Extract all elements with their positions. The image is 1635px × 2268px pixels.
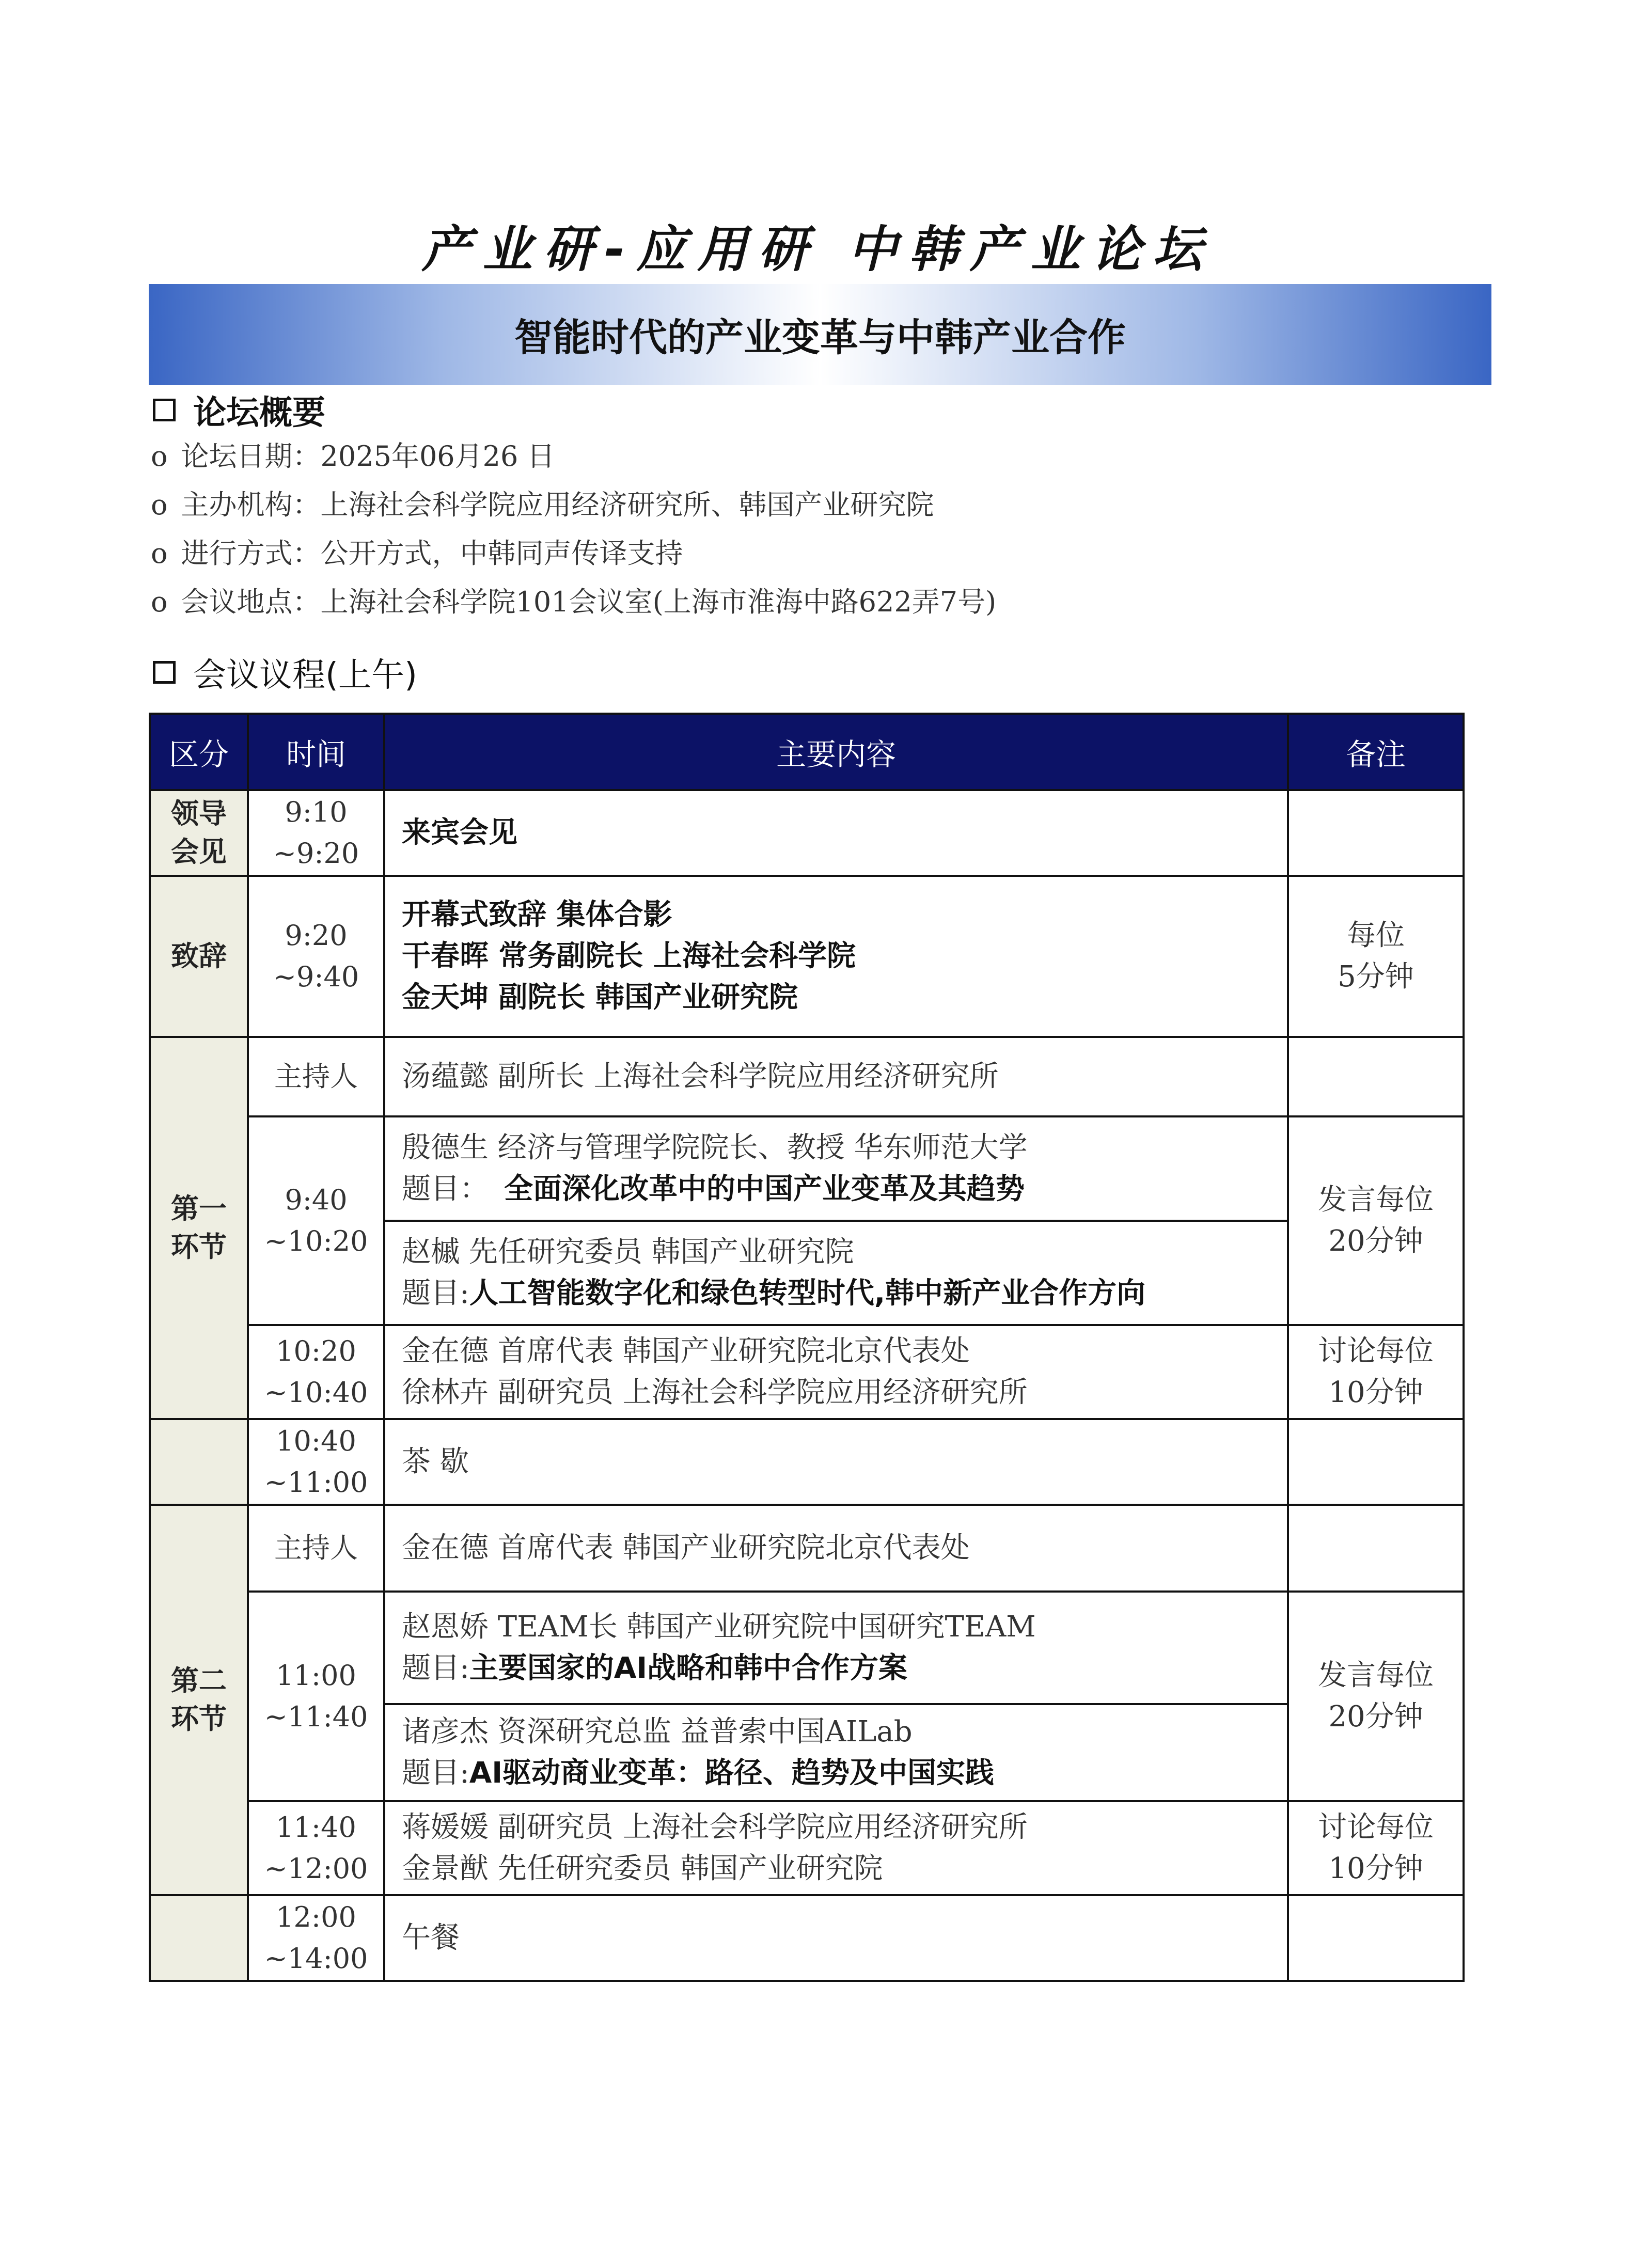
overview-heading: [153, 386, 325, 434]
table-row: [150, 1325, 1464, 1419]
category-cell: [150, 1037, 248, 1419]
content-cell: [384, 1801, 1288, 1895]
note-text: 讨论每位: [1318, 1810, 1434, 1844]
table-row: [150, 790, 1464, 876]
time-text: ~11:40: [264, 1700, 368, 1733]
checkbox-icon: [153, 661, 176, 684]
table-row: [150, 1801, 1464, 1895]
column-header: 主要内容: [384, 714, 1288, 790]
time-text: 10:40: [276, 1425, 356, 1457]
overview-item-text: 会议地点：上海社会科学院101会议室(上海市淮海中路622弄7号): [181, 586, 997, 618]
note-cell: [1288, 790, 1464, 876]
content-cell: [384, 790, 1288, 876]
overview-item-text: 论坛日期：2025年06月26 日: [181, 440, 555, 472]
note-cell: [1288, 1505, 1464, 1592]
subtitle: 智能时代的产业变革与中韩产业合作: [514, 316, 1126, 360]
content-text: 茶 歇: [402, 1445, 469, 1478]
time-text: 11:00: [276, 1659, 356, 1692]
agenda-heading: [153, 649, 417, 696]
category-cell: [150, 1505, 248, 1895]
agenda-heading-text: 会议议程(上午): [193, 656, 417, 695]
category-text: 第一: [171, 1192, 227, 1225]
overview-heading-text: 论坛概要: [193, 394, 325, 432]
category-text: 环节: [171, 1703, 227, 1735]
note-cell: [1288, 1325, 1464, 1419]
table-row: [150, 1592, 1464, 1704]
table-row: [150, 1116, 1464, 1221]
content-text: 开幕式致辞 集体合影: [402, 898, 672, 932]
time-text: ~9:20: [273, 837, 359, 870]
time-cell: [248, 1325, 384, 1419]
note-cell: [1288, 1037, 1464, 1116]
time-text: 9:20: [285, 919, 348, 952]
category-cell: [150, 1895, 248, 1981]
table-row: [150, 1419, 1464, 1505]
time-cell: [248, 1116, 384, 1325]
time-cell: [248, 790, 384, 876]
note-text: 每位: [1347, 919, 1405, 952]
topic-label: 题目:: [402, 1651, 469, 1685]
time-text: ~12:00: [264, 1852, 368, 1885]
time-cell: [248, 1419, 384, 1505]
overview-item-text: 主办机构：上海社会科学院应用经济研究所、韩国产业研究院: [181, 489, 934, 521]
time-cell: [248, 1895, 384, 1981]
time-text: ~11:00: [264, 1466, 368, 1499]
time-text: 9:10: [285, 796, 348, 828]
note-text: 10分钟: [1328, 1376, 1423, 1409]
time-text: 12:00: [276, 1901, 356, 1933]
category-text: 环节: [171, 1231, 227, 1263]
content-cell: [384, 1505, 1288, 1592]
discussant-text: 徐林卉 副研究员 上海社会科学院应用经济研究所: [402, 1376, 1028, 1409]
subtitle-banner: [149, 284, 1491, 385]
host-label-cell: [248, 1505, 384, 1592]
topic-label: 题目:: [402, 1756, 469, 1790]
overview-item: o 主办机构：上海社会科学院应用经济研究所、韩国产业研究院: [151, 489, 934, 521]
time-text: ~10:40: [264, 1376, 368, 1409]
time-cell: [248, 1592, 384, 1801]
column-header: 时间: [248, 714, 384, 790]
host-label: 主持人: [274, 1060, 358, 1093]
category-cell: [150, 790, 248, 876]
content-text: 午餐: [402, 1921, 460, 1955]
topic-text: 人工智能数字化和绿色转型时代,韩中新产业合作方向: [469, 1277, 1146, 1310]
category-text: 会见: [171, 836, 227, 868]
note-cell: [1288, 1419, 1464, 1505]
table-row: [150, 1895, 1464, 1981]
category-cell: [150, 1419, 248, 1505]
topic-label: 题目：: [402, 1172, 489, 1206]
note-cell: [1288, 1801, 1464, 1895]
checkbox-icon: [153, 399, 176, 421]
category-cell: [150, 876, 248, 1037]
content-cell: [384, 1325, 1288, 1419]
overview-item: o 会议地点：上海社会科学院101会议室(上海市淮海中路622弄7号): [151, 586, 997, 618]
note-cell: [1288, 1116, 1464, 1325]
content-cell: [384, 1592, 1288, 1704]
discussant-text: 金在德 首席代表 韩国产业研究院北京代表处: [402, 1334, 970, 1368]
time-text: ~14:00: [264, 1942, 368, 1975]
category-text: 领导: [171, 797, 227, 830]
time-cell: [248, 876, 384, 1037]
content-cell: [384, 1116, 1288, 1221]
time-text: ~9:40: [273, 960, 359, 993]
overview-item: o 论坛日期：2025年06月26 日: [151, 440, 555, 472]
note-text: 5分钟: [1338, 960, 1414, 994]
category-text: 致辞: [171, 940, 227, 972]
column-header: 区分: [150, 714, 248, 790]
topic-label: 题目:: [402, 1277, 469, 1310]
content-cell: [384, 1895, 1288, 1981]
content-text: 来宾会见: [402, 816, 517, 849]
category-text: 第二: [171, 1664, 227, 1697]
host-label: 主持人: [274, 1532, 358, 1564]
time-text: 9:40: [285, 1184, 348, 1216]
note-text: 10分钟: [1328, 1852, 1423, 1885]
content-cell: [384, 1037, 1288, 1116]
time-cell: [248, 1801, 384, 1895]
note-text: 20分钟: [1328, 1700, 1423, 1734]
host-label-cell: [248, 1037, 384, 1116]
content-cell: [384, 876, 1288, 1037]
topic-text: 全面深化改革中的中国产业变革及其趋势: [504, 1172, 1025, 1206]
time-text: ~10:20: [264, 1225, 368, 1257]
column-header: 备注: [1288, 714, 1464, 790]
table-row: [150, 1037, 1464, 1116]
time-text: 10:20: [276, 1335, 356, 1367]
host-text: 汤蕴懿 副所长 上海社会科学院应用经济研究所: [402, 1060, 999, 1093]
content-text: 金天坤 副院长 韩国产业研究院: [402, 981, 798, 1014]
content-text: 干春晖 常务副院长 上海社会科学院: [402, 939, 856, 973]
note-text: 发言每位: [1318, 1659, 1434, 1692]
note-cell: [1288, 876, 1464, 1037]
speaker-text: 赵恩娇 TEAM长 韩国产业研究院中国研究TEAM: [402, 1610, 1036, 1644]
speaker-text: 诸彦杰 资深研究总监 益普索中国AILab: [402, 1715, 913, 1749]
discussant-text: 蒋媛媛 副研究员 上海社会科学院应用经济研究所: [402, 1810, 1028, 1844]
topic-text: 主要国家的AI战略和韩中合作方案: [469, 1651, 908, 1685]
discussant-text: 金景猷 先任研究委员 韩国产业研究院: [402, 1852, 883, 1885]
note-text: 20分钟: [1328, 1224, 1423, 1258]
time-text: 11:40: [276, 1811, 356, 1844]
note-text: 发言每位: [1318, 1183, 1434, 1217]
overview-item: o 进行方式：公开方式，中韩同声传译支持: [151, 537, 683, 570]
table-row: [150, 876, 1464, 1037]
content-cell: [384, 1704, 1288, 1801]
note-cell: [1288, 1592, 1464, 1801]
page-title: 产业研-应用研 中韩产业论坛: [421, 220, 1214, 278]
overview-item-text: 进行方式：公开方式，中韩同声传译支持: [181, 537, 683, 570]
note-cell: [1288, 1895, 1464, 1981]
content-cell: [384, 1419, 1288, 1505]
host-text: 金在德 首席代表 韩国产业研究院北京代表处: [402, 1531, 970, 1565]
note-text: 讨论每位: [1318, 1334, 1434, 1368]
speaker-text: 殷德生 经济与管理学院院长、教授 华东师范大学: [402, 1131, 1028, 1164]
topic-text: AI驱动商业变革：路径、趋势及中国实践: [469, 1756, 995, 1790]
table-header-row: [150, 714, 1464, 790]
content-cell: [384, 1221, 1288, 1325]
speaker-text: 赵槭 先任研究委员 韩国产业研究院: [402, 1235, 854, 1269]
table-row: [150, 1505, 1464, 1592]
agenda-table: [149, 713, 1465, 1982]
